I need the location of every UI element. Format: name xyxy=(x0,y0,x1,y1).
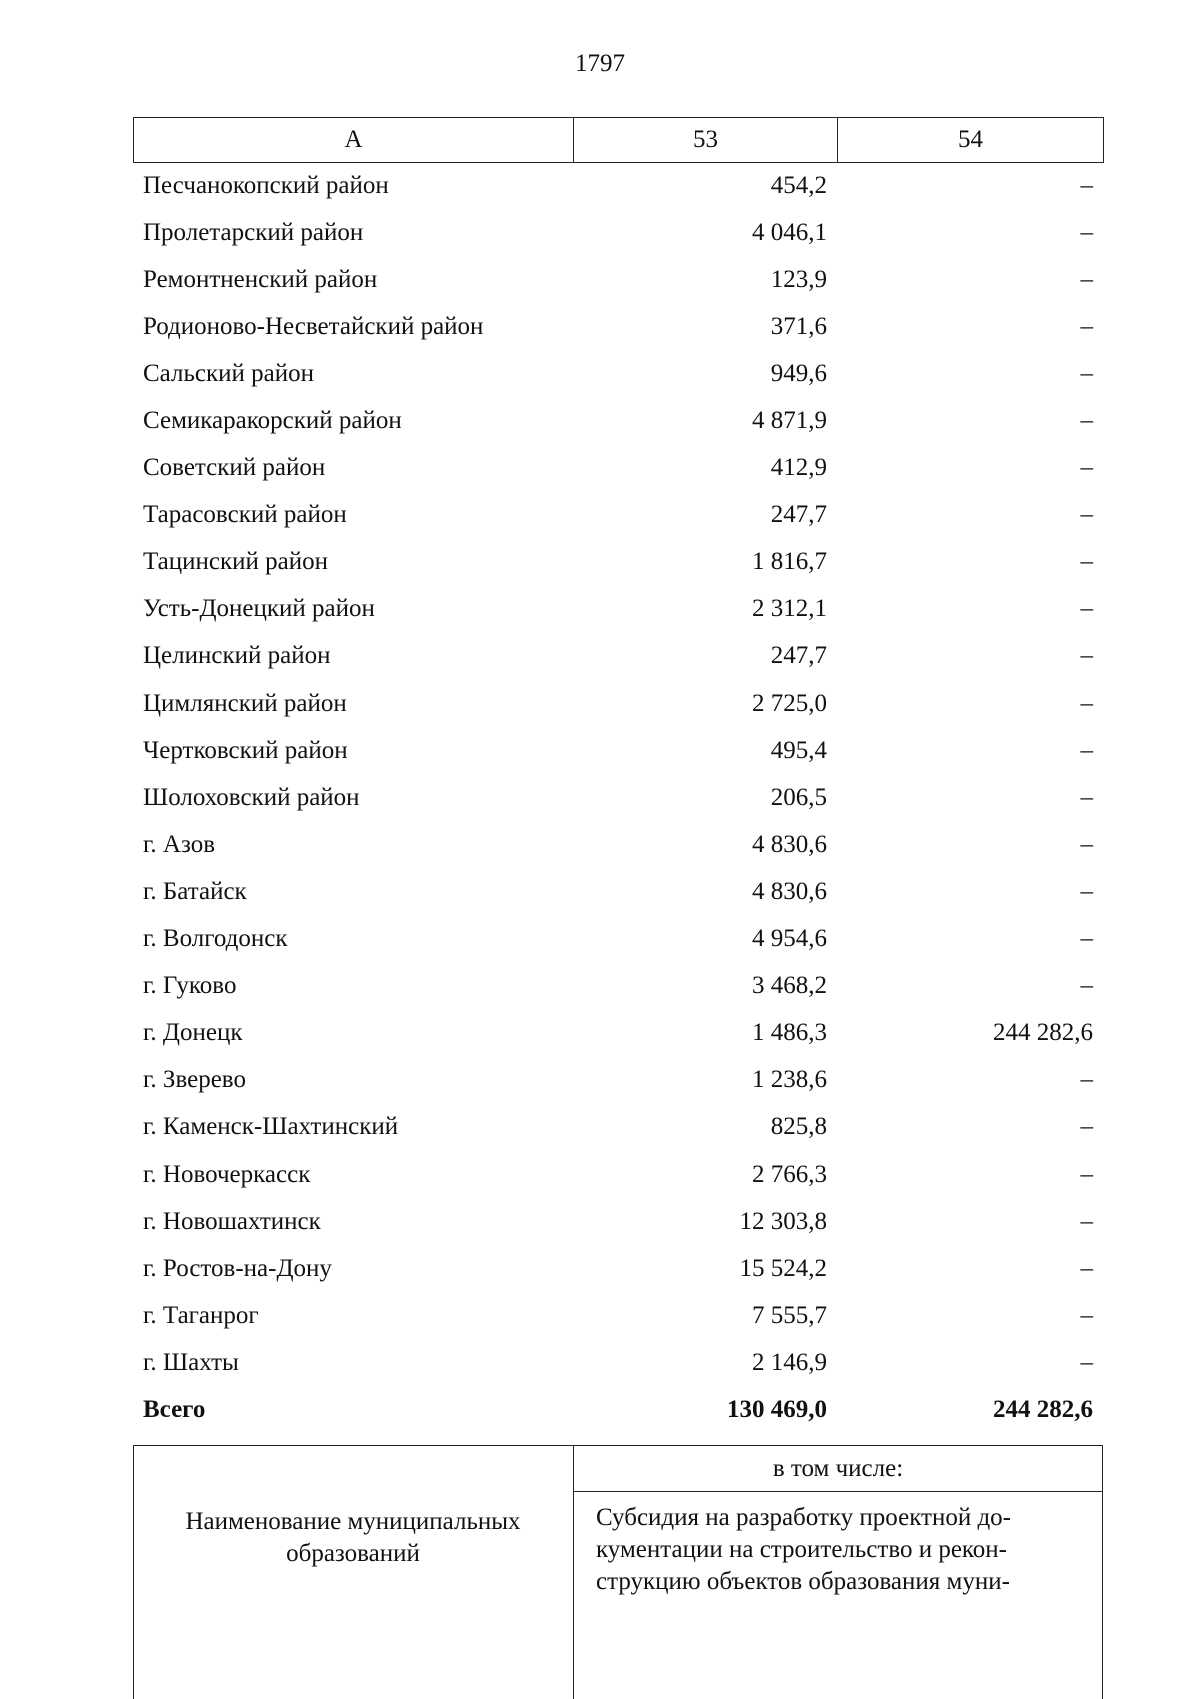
value-col-54: – xyxy=(1080,925,1093,953)
table-row xyxy=(133,539,1103,586)
value-col-54: – xyxy=(1080,830,1093,858)
value-col-54: – xyxy=(1080,642,1093,670)
value-col-54: – xyxy=(1080,218,1093,246)
value-col-53: 247,7 xyxy=(770,642,827,670)
table-row xyxy=(133,916,1103,963)
value-col-53: 206,5 xyxy=(770,783,827,811)
value-col-53: 4 830,6 xyxy=(752,830,827,858)
value-col-54: – xyxy=(1080,501,1093,529)
subsidy-column-heading xyxy=(596,1502,1086,1598)
municipality-name: Шолоховский район xyxy=(143,783,360,811)
municipality-name: г. Новошахтинск xyxy=(143,1207,321,1235)
column-header-53: 53 xyxy=(574,118,838,163)
column-header-54: 54 xyxy=(838,118,1104,163)
header-border-left xyxy=(133,1446,134,1699)
table-row xyxy=(133,963,1103,1010)
municipality-name: Семикаракорский район xyxy=(143,407,402,435)
value-col-53: 1 816,7 xyxy=(752,548,827,576)
municipality-name: г. Гуково xyxy=(143,972,237,1000)
table-row xyxy=(133,727,1103,774)
municipality-name: Усть-Донецкий район xyxy=(143,595,375,623)
value-col-54: 244 282,6 xyxy=(993,1019,1093,1047)
municipality-name: г. Донецк xyxy=(143,1019,243,1047)
value-col-54: – xyxy=(1080,1207,1093,1235)
column-header-table xyxy=(133,117,1104,163)
municipality-name: Пролетарский район xyxy=(143,218,364,246)
municipality-name: Ремонтненский район xyxy=(143,265,378,293)
value-col-53: 1 486,3 xyxy=(752,1019,827,1047)
page-number: 1797 xyxy=(575,50,625,77)
value-col-53: 454,2 xyxy=(770,171,827,199)
value-col-54: – xyxy=(1080,689,1093,717)
value-col-53: 2 312,1 xyxy=(752,595,827,623)
table-row xyxy=(133,209,1103,256)
table-row xyxy=(133,821,1103,868)
total-label: Всего xyxy=(143,1395,206,1423)
value-col-53: 1 238,6 xyxy=(752,1066,827,1094)
value-col-54: – xyxy=(1080,972,1093,1000)
table-row xyxy=(133,586,1103,633)
subsidy-heading-line: струкцию объектов образования муни- xyxy=(596,1568,1010,1595)
subsidy-heading-line: Субсидия на разработку проектной до- xyxy=(596,1504,1011,1531)
value-col-54: – xyxy=(1080,312,1093,340)
municipality-name: Чертковский район xyxy=(143,736,348,764)
municipality-name: г. Таганрог xyxy=(143,1301,259,1329)
column-header-a: А xyxy=(134,118,574,163)
value-col-54: – xyxy=(1080,171,1093,199)
value-col-53: 3 468,2 xyxy=(752,972,827,1000)
total-col-53: 130 469,0 xyxy=(727,1395,827,1423)
value-col-53: 247,7 xyxy=(770,501,827,529)
value-col-53: 4 871,9 xyxy=(752,407,827,435)
value-col-54: – xyxy=(1080,783,1093,811)
table-row xyxy=(133,303,1103,350)
value-col-54: – xyxy=(1080,1113,1093,1141)
municipality-name: Родионово-Несветайский район xyxy=(143,312,484,340)
including-label: в том числе: xyxy=(772,1454,904,1482)
value-col-53: 15 524,2 xyxy=(739,1254,827,1282)
value-col-54: – xyxy=(1080,877,1093,905)
value-col-54: – xyxy=(1080,1254,1093,1282)
header-border-split xyxy=(573,1491,1103,1492)
value-col-53: 2 725,0 xyxy=(752,689,827,717)
table-row xyxy=(133,868,1103,915)
table-row xyxy=(133,445,1103,492)
value-col-54: – xyxy=(1080,595,1093,623)
table-row xyxy=(133,680,1103,727)
municipality-name: Тарасовский район xyxy=(143,501,347,529)
municipality-heading-line-1: Наименование муниципальных xyxy=(185,1508,521,1535)
value-col-53: 2 766,3 xyxy=(752,1160,827,1188)
value-col-54: – xyxy=(1080,1348,1093,1376)
table-row xyxy=(133,1151,1103,1198)
value-col-54: – xyxy=(1080,736,1093,764)
municipality-column-heading xyxy=(143,1506,563,1570)
value-col-54: – xyxy=(1080,1066,1093,1094)
value-col-53: 7 555,7 xyxy=(752,1301,827,1329)
value-col-54: – xyxy=(1080,265,1093,293)
total-row xyxy=(133,1386,1103,1433)
table-row xyxy=(133,1104,1103,1151)
value-col-54: – xyxy=(1080,1160,1093,1188)
municipality-name: Целинский район xyxy=(143,642,331,670)
table-body xyxy=(133,162,1103,1434)
municipality-name: г. Ростов-на-Дону xyxy=(143,1254,332,1282)
value-col-54: – xyxy=(1080,407,1093,435)
table-row xyxy=(133,350,1103,397)
municipality-name: г. Азов xyxy=(143,830,216,858)
value-col-54: – xyxy=(1080,1301,1093,1329)
value-col-54: – xyxy=(1080,454,1093,482)
municipality-name: г. Зверево xyxy=(143,1066,246,1094)
subsidy-heading-line: кументации на строительство и рекон- xyxy=(596,1536,1008,1563)
table-row xyxy=(133,633,1103,680)
value-col-53: 123,9 xyxy=(770,265,827,293)
table-row xyxy=(133,1292,1103,1339)
table-row xyxy=(133,1198,1103,1245)
municipality-name: Цимлянский район xyxy=(143,689,347,717)
value-col-53: 4 954,6 xyxy=(752,925,827,953)
value-col-54: – xyxy=(1080,359,1093,387)
municipality-name: г. Шахты xyxy=(143,1348,239,1376)
table-row xyxy=(133,1245,1103,1292)
municipality-name: Советский район xyxy=(143,454,326,482)
table-row xyxy=(133,774,1103,821)
value-col-53: 949,6 xyxy=(770,359,827,387)
second-table-header xyxy=(133,1445,1103,1699)
municipality-name: г. Волгодонск xyxy=(143,925,288,953)
municipality-heading-line-2: образований xyxy=(286,1540,420,1567)
municipality-name: г. Новочеркасск xyxy=(143,1160,311,1188)
municipality-name: Сальский район xyxy=(143,359,314,387)
table-row xyxy=(133,1010,1103,1057)
table-row xyxy=(133,162,1103,209)
value-col-53: 2 146,9 xyxy=(752,1348,827,1376)
value-col-53: 4 046,1 xyxy=(752,218,827,246)
table-row xyxy=(133,1057,1103,1104)
value-col-53: 495,4 xyxy=(770,736,827,764)
value-col-53: 371,6 xyxy=(770,312,827,340)
total-col-54: 244 282,6 xyxy=(993,1395,1093,1423)
value-col-53: 12 303,8 xyxy=(739,1207,827,1235)
municipality-name: г. Каменск-Шахтинский xyxy=(143,1113,399,1141)
table-row xyxy=(133,492,1103,539)
value-col-54: – xyxy=(1080,548,1093,576)
municipality-name: Песчанокопский район xyxy=(143,171,389,199)
value-col-53: 825,8 xyxy=(770,1113,827,1141)
value-col-53: 412,9 xyxy=(770,454,827,482)
table-row xyxy=(133,1339,1103,1386)
municipality-name: г. Батайск xyxy=(143,877,247,905)
table-row xyxy=(133,256,1103,303)
table-row xyxy=(133,397,1103,444)
value-col-53: 4 830,6 xyxy=(752,877,827,905)
municipality-name: Тацинский район xyxy=(143,548,328,576)
